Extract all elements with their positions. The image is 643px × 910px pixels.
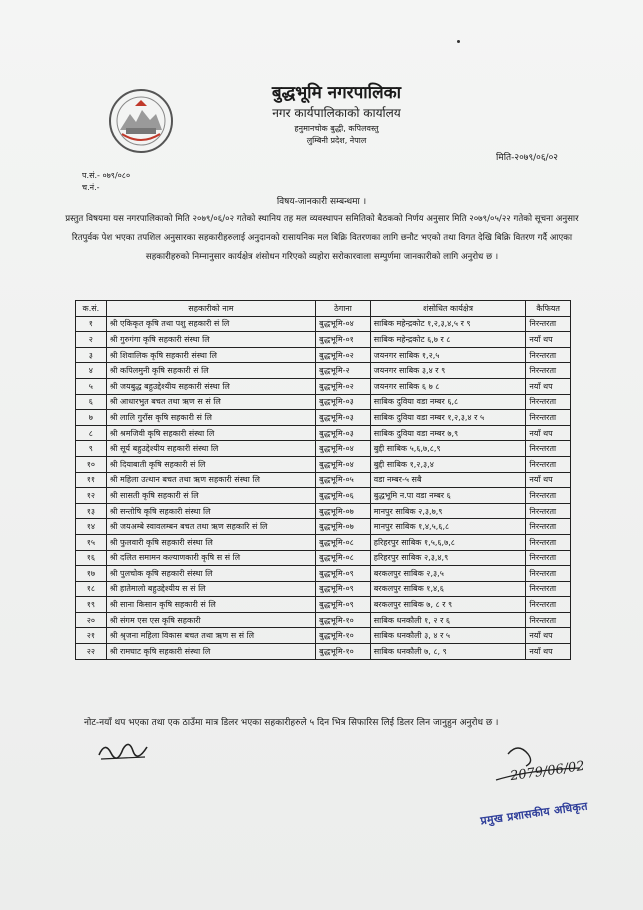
table-row <box>76 410 571 426</box>
cell-remarks: नयाँ थप <box>526 628 571 644</box>
cell-name: श्री श्रमजिवी कृषि सहकारी संस्था लि <box>106 425 315 441</box>
table-row <box>76 472 571 488</box>
cell-sn: २१ <box>76 628 107 644</box>
cell-area: साबिक धनकौली १, २ र ६ <box>370 612 526 628</box>
cell-sn: १७ <box>76 566 107 582</box>
cell-sn: ६ <box>76 394 107 410</box>
cell-area: बुद्धभूमि न.पा वडा नम्बर ६ <box>370 488 526 504</box>
official-stamp: प्रमुख प्रशासकीय अधिकृत <box>479 799 589 828</box>
cell-remarks: निरन्तरता <box>526 581 571 597</box>
cell-name: श्री जयबुद्ध बहुउद्देश्यीय सहकारी संस्था लि <box>106 378 315 394</box>
cell-area: वडा नम्बर-५ सबै <box>370 472 526 488</box>
cell-remarks: निरन्तरता <box>526 534 571 550</box>
table-body <box>76 316 571 659</box>
speck <box>457 40 460 43</box>
table-row <box>76 612 571 628</box>
cell-remarks: नयाँ थप <box>526 644 571 660</box>
cell-address: बुद्धभूमि-०९ <box>316 597 371 613</box>
letter-subject: विषय-जानकारी सम्बन्धमा । <box>276 197 367 207</box>
cell-address: बुद्धभूमि-०८ <box>316 550 371 566</box>
cell-sn: ८ <box>76 425 107 441</box>
cell-area: जयनगर साबिक ६ ७ ८ <box>370 378 526 394</box>
col-header-address: ठेगाना <box>316 301 371 317</box>
cell-area: साबिक महेन्द्रकोट १,२,३,४,५ र ९ <box>370 316 526 332</box>
cell-remarks: निरन्तरता <box>526 347 571 363</box>
cell-name: श्री महिला उत्थान बचत तथा ऋण सहकारी संस्था लि <box>106 472 315 488</box>
cell-name: श्री लालि गुराँस कृषि सहकारी सं लि <box>106 410 315 426</box>
cell-area: जयनगर साबिक १,२,५ <box>370 347 526 363</box>
letter-date: मिति-२०७९/०६/०२ <box>496 153 558 163</box>
cell-name: श्री रामघाट कृषि सहकारी संस्था लि <box>106 644 315 660</box>
table-row <box>76 566 571 582</box>
cell-remarks: निरन्तरता <box>526 597 571 613</box>
cell-remarks: नयाँ थप <box>526 332 571 348</box>
signature-left <box>95 735 155 763</box>
cell-area: बरकलपुर साबिक १,४,६ <box>370 581 526 597</box>
table-row <box>76 316 571 332</box>
cell-remarks: निरन्तरता <box>526 410 571 426</box>
cell-remarks: निरन्तरता <box>526 316 571 332</box>
table-row <box>76 488 571 504</box>
cell-sn: ११ <box>76 472 107 488</box>
cooperatives-table <box>75 300 571 660</box>
cell-name: श्री फुलवारी कृषि सहकारी संस्था लि <box>106 534 315 550</box>
cell-name: श्री गुरुगंगा कृषि सहकारी संस्था लि <box>106 332 315 348</box>
cell-area: साबिक धनकौली ७, ८, ९ <box>370 644 526 660</box>
cell-area: हरिहरपुर साबिक २,३,४,९ <box>370 550 526 566</box>
cell-sn: १४ <box>76 519 107 535</box>
cell-sn: १९ <box>76 597 107 613</box>
table-row <box>76 534 571 550</box>
table-row <box>76 597 571 613</box>
cell-sn: १ <box>76 316 107 332</box>
cell-remarks: निरन्तरता <box>526 503 571 519</box>
table-row <box>76 441 571 457</box>
cell-name: श्री आधारभुत बचत तथा ऋण स सं लि <box>106 394 315 410</box>
cell-area: हरिहरपुर साबिक १,५,६,७,८ <box>370 534 526 550</box>
cell-name: श्री जयअम्बे स्वावलम्बन बचत तथा ऋण सहकारि सं लि <box>106 519 315 535</box>
cell-sn: ५ <box>76 378 107 394</box>
cell-remarks: निरन्तरता <box>526 550 571 566</box>
cell-name: श्री कपिलमुनी कृषि सहकारी सं लि <box>106 363 315 379</box>
cell-address: बुद्धभूमि-०७ <box>316 503 371 519</box>
dispatch-number: च.नं.- <box>82 183 100 192</box>
cell-sn: २ <box>76 332 107 348</box>
cell-address: बुद्धभूमि-२ <box>316 363 371 379</box>
cell-area: बरकलपुर साबिक ७, ८ र ९ <box>370 597 526 613</box>
cell-sn: १५ <box>76 534 107 550</box>
address-line-1: हनुमानचोक बुद्धी, कपिलवस्तु <box>294 124 379 133</box>
cell-address: बुद्धभूमि-०८ <box>316 534 371 550</box>
cell-area: जयनगर साबिक ३,४ र ९ <box>370 363 526 379</box>
cell-sn: १८ <box>76 581 107 597</box>
col-header-sn: क.सं. <box>76 301 107 317</box>
cell-sn: २२ <box>76 644 107 660</box>
cell-address: बुद्धभूमि-०२ <box>316 378 371 394</box>
cell-address: बुद्धभूमि-१० <box>316 612 371 628</box>
cell-area: मानपुर साबिक १,४,५,६,८ <box>370 519 526 535</box>
table-row <box>76 425 571 441</box>
table-row <box>76 363 571 379</box>
cell-remarks: निरन्तरता <box>526 488 571 504</box>
cell-sn: १६ <box>76 550 107 566</box>
cell-sn: २० <box>76 612 107 628</box>
cell-remarks: नयाँ थप <box>526 472 571 488</box>
cell-name: श्री श्रृजना महिला विकास बचत तथा ऋण स सं लि <box>106 628 315 644</box>
table-row <box>76 519 571 535</box>
cell-address: बुद्धभूमि-०४ <box>316 316 371 332</box>
office-name: नगर कार्यपालिकाको कार्यालय <box>272 106 401 120</box>
col-header-remarks: कैफियत <box>526 301 571 317</box>
cell-name: श्री साना किसान कृषि सहकारी सं लि <box>106 597 315 613</box>
cell-address: बुद्धभूमि-१० <box>316 628 371 644</box>
reference-number: प.सं.- ०७९/०८० <box>82 171 131 180</box>
cell-area: बरकलपुर साबिक २,३,५ <box>370 566 526 582</box>
cell-address: बुद्धभूमि-०४ <box>316 441 371 457</box>
cell-sn: ४ <box>76 363 107 379</box>
cell-area: साबिक दुविया वडा नम्बर १,२,३,४ र ५ <box>370 410 526 426</box>
cell-address: बुद्धभूमि-०६ <box>316 488 371 504</box>
cell-address: बुद्धभूमि-०२ <box>316 347 371 363</box>
cell-address: बुद्धभूमि-०३ <box>316 410 371 426</box>
table-row <box>76 644 571 660</box>
table-row <box>76 378 571 394</box>
cell-address: बुद्धभूमि-०३ <box>316 394 371 410</box>
table-header-row <box>76 301 571 317</box>
cell-address: बुद्धभूमि-०४ <box>316 456 371 472</box>
cell-address: बुद्धभूमि-१० <box>316 644 371 660</box>
cell-area: बुद्दी साबिक ५,६,७,८,९ <box>370 441 526 457</box>
cell-sn: ७ <box>76 410 107 426</box>
cell-name: श्री सन्तोषि कृषि सहकारी संस्था लि <box>106 503 315 519</box>
cell-name: श्री दियाबाती कृषि सहकारी सं लि <box>106 456 315 472</box>
cell-remarks: नयाँ थप <box>526 425 571 441</box>
cell-name: श्री सासती कृषि सहकारी सं लि <box>106 488 315 504</box>
cell-address: बुद्धभूमि-०५ <box>316 472 371 488</box>
col-header-name: सहकारीको नाम <box>106 301 315 317</box>
table-row <box>76 456 571 472</box>
cell-sn: १२ <box>76 488 107 504</box>
cell-area: साबिक दुविया वडा नम्बर ६,८ <box>370 394 526 410</box>
table-row <box>76 581 571 597</box>
cell-address: बुद्धभूमि-०३ <box>316 425 371 441</box>
address-line-2: लुम्बिनी प्रदेश, नेपाल <box>306 136 367 145</box>
cell-name: श्री पुलचोक कृषि सहकारी संस्था लि <box>106 566 315 582</box>
cell-remarks: निरन्तरता <box>526 363 571 379</box>
cell-remarks: नयाँ थप <box>526 378 571 394</box>
table-row <box>76 332 571 348</box>
cell-area: साबिक दुविया वडा नम्बर ७,९ <box>370 425 526 441</box>
cell-name: श्री शिवालिक कृषि सहकारी संस्था लि <box>106 347 315 363</box>
cell-name: श्री एकिकृत कृषि तथा पशु सहकारी सं लि <box>106 316 315 332</box>
col-header-area: शंसोधित कार्यक्षेत्र <box>370 301 526 317</box>
cell-remarks: निरन्तरता <box>526 519 571 535</box>
cell-address: बुद्धभूमि-०९ <box>316 581 371 597</box>
table-row <box>76 347 571 363</box>
cell-area: साबिक धनकौली ३, ४ र ५ <box>370 628 526 644</box>
cell-remarks: निरन्तरता <box>526 441 571 457</box>
cell-area: बुद्दी साबिक १,२,३,४ <box>370 456 526 472</box>
table-row <box>76 503 571 519</box>
cell-remarks: निरन्तरता <box>526 612 571 628</box>
cell-address: बुद्धभूमि-०१ <box>316 332 371 348</box>
cell-sn: ९ <box>76 441 107 457</box>
org-name: बुद्धभूमि नगरपालिका <box>271 83 402 103</box>
cell-remarks: निरन्तरता <box>526 566 571 582</box>
cell-sn: १० <box>76 456 107 472</box>
cell-name: श्री संगम एस एस कृषि सहकारी <box>106 612 315 628</box>
table-row <box>76 394 571 410</box>
letter-body: प्रस्तुत विषयमा यस नगरपालिकाको मिति २०७९/०६/०२ गतेको स्थानिय तह मल व्यवस्थापन समितिको बैठकको निर्णय अनुसार मिति २०७९/०५/२२ गतेको सूचना अनुसार रितपुर्वक पेश भएका तपशिल अनुसारका सहकारीहरुलाई अनुदानको रासायनिक मल बिक्रि वितरणका लागि छनौट भएको तथा विगत देखि बिक्रि वितरण गर्दै आएका सहकारीहरुको निम्नानुसार कार्यक्षेत्र शंसोधन गरिएको व्यहोरा सरोकारवाला सम्पुर्णमा जानकारीको लागि अनुरोध छ । <box>65 214 579 262</box>
cell-name: श्री सूर्य बहुउद्देश्यीय सहकारी संस्था लि <box>106 441 315 457</box>
cell-area: मानपुर साबिक २,३,७,९ <box>370 503 526 519</box>
cell-sn: १३ <box>76 503 107 519</box>
cell-sn: ३ <box>76 347 107 363</box>
cell-name: श्री हातेमालो बहुउद्देश्यीय स सं लि <box>106 581 315 597</box>
cell-area: साबिक महेन्द्रकोट ६,७ र ८ <box>370 332 526 348</box>
cell-name: श्री दलित समामन कल्याणकारी कृषि स सं लि <box>106 550 315 566</box>
handwritten-date: 2079/06/02 <box>509 758 586 785</box>
footnote: नोट-नयाँ थप भएका तथा एक ठाउँमा मात्र डिलर भएका सहकारीहरुले ५ दिन भित्र सिफारिस लिई डिलर लिन जानुहुन अनुरोध छ । <box>84 718 499 728</box>
table-row <box>76 550 571 566</box>
cell-remarks: निरन्तरता <box>526 456 571 472</box>
cell-address: बुद्धभूमि-०७ <box>316 519 371 535</box>
table-row <box>76 628 571 644</box>
cell-address: बुद्धभूमि-०९ <box>316 566 371 582</box>
cell-remarks: निरन्तरता <box>526 394 571 410</box>
